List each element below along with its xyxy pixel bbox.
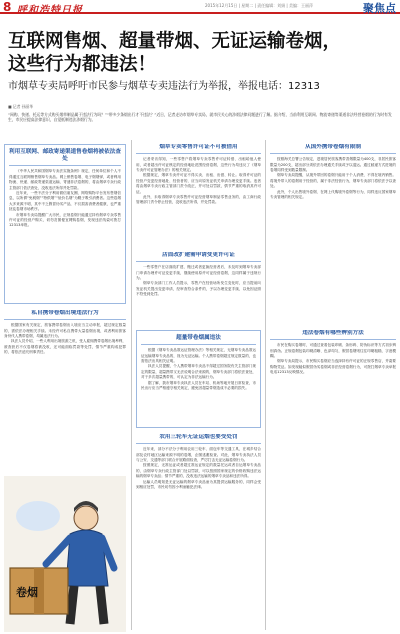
article-paragraph: 近年来，部分不法分子利用农用三轮车、面包车等交通工具，在城乡结合部及农村地区运输来源不明的卷烟，企图逃避检查。对此，烟草专卖执法人员与公安、交通等部门联合开展路面检查，严厉打击无证运输卷烟行为。 [136, 447, 261, 463]
article-paragraph: 按照海关总署公告规定，进境居民旅客携带香烟限量为400支，非居民旅客限量为200支，超出部分须依法办理通关手续或予以退运。通过邮递方式进境的卷烟同样受到数量限制。 [270, 157, 396, 173]
section-name: 聚焦点 [363, 2, 396, 15]
article-border-smuggling [4, 310, 126, 474]
article-paragraph: 烟草专卖局提示，市民购买卷烟应当选择持有许可证的正规零售店，并索要购物凭证。如发现疑似假冒伪劣卷烟或非法经营卷烟行为，可拨打烟草专卖举报电话12313反映情况。 [270, 359, 396, 375]
masthead [0, 0, 400, 14]
article-tricycle-transport [136, 434, 261, 630]
headline-line-2: 这些行为都违法！ [8, 54, 157, 75]
article-paragraph: 一些零售户在店面改扩建、搬迁或者更换经营者后，未及时到烟草专卖部门申请办理许可证变更手续，继续使用原许可证经营卷烟，这同样属于违规行为。 [136, 265, 261, 281]
article-paragraph: 根据规定，烟草专卖许可证不得买卖、出租、出借、转让。取得许可证的经营户变更经营地址、经营者的，应当向原发证机关申请办理变更手续。违者将由烟草专卖行政主管部门责令改正，并可处以罚款，情节严重的取消其许可证。 [136, 173, 261, 194]
article-paragraph: 此外，个人出售境外卷烟、在网上代购境外卷烟等行为，同样违反国家烟草专卖管理的相关规定。 [270, 189, 396, 200]
subheadline: 市烟草专卖局呼吁市民参与烟草专卖违法行为举报，举报电话：12313 [8, 81, 320, 92]
article-paragraph: 运输人员明知是无证运输的烟草专卖品而为其提供运输服务的，同样会受到相应处罚，市民切勿因小利而触犯法律。 [136, 479, 261, 490]
lead-paragraph: “网购、快递、托运等方式购买烟草制品属于违法行为吗？”“带多少条烟出行才不违法？”近日，记者走访市烟草专卖局，就市民关心的涉烟法律问题进行了解。据介绍，当前利用互联网、物流寄递等渠道非法经营卷烟的行为时有发生，市民应提高法律意识，自觉抵制违法涉烟行为。 [8, 112, 392, 123]
illustration [4, 476, 126, 632]
article-title: 从国外携带卷烟有限制 [270, 144, 396, 154]
article-online-sales [4, 144, 126, 304]
article-paragraph: 根据《烟草专卖品准运证管理办法》等相关规定，无烟草专卖品准运证运输烟草专卖品的，视为无证运输。个人携带卷烟超过规定数量的，也需依法出具相关证明。 [141, 348, 256, 364]
article-title: 超量带卷烟属违法 [141, 335, 256, 345]
article-paragraph: 按照规定，无准运证或者超过准运证规定的数量托运或者自运烟草专卖品的，由烟草专卖行政主管部门处以罚款，可以按照国家规定的价格收购违法运输的烟草专卖品；情节严重的，没收违法运输的烟草专卖品和违法所得。 [136, 463, 261, 479]
courier-parcel-illustration [4, 476, 126, 632]
article-title: 违法卷烟有哪些辨别方法 [270, 330, 396, 340]
article-identify-illegal [270, 330, 396, 630]
headline-line-1: 互联网售烟、超量带烟、无证运输卷烟， [8, 31, 342, 52]
box-label: 卷烟 [16, 586, 38, 599]
article-overseas-carry [270, 144, 396, 324]
article-paragraph: 根据国家有关规定，旅客携带卷烟出入境应当主动申报，超过规定数量的，需依法办理相关手续。未经许可私自携带大量卷烟出境，或者利用旅客身份代人携带卷烟，均属违法行为。 [4, 323, 126, 339]
article-paragraph: 记者采访得知，一些零售户将烟草专卖零售许可证转借、出租给他人使用，或者超出许可证核定的经营地址范围经营卷烟，这些行为均违反了《烟草专卖许可证管理办法》的相关规定。 [136, 157, 261, 173]
article-title: 烟草专卖零售许可证不可被借用 [136, 144, 261, 154]
article-paragraph: 《中华人民共和国烟草专卖法实施条例》规定，任何单位和个人不得通过互联网销售烟草专卖品。网上销售卷烟、电子烟烟弹，或者利用物流、快递、邮政寄递渠道运输、寄递非法卷烟的，将由烟草专卖行政主管部门依法查处，没收违法所得并处罚款。 [9, 169, 121, 190]
column-divider [265, 140, 266, 630]
page-number: 8 [3, 0, 12, 14]
article-paragraph: 执法人员提醒，个人携带烟草专卖品不得超过国务院有关主管部门规定的限量，超量携带又无法说明合法来源的，烟草专卖部门将依法查处，对于多次超量携带的，可认定为非法运输行为。 [141, 364, 256, 380]
article-title: 私自携带卷烟出境违法行为 [4, 310, 126, 320]
article-paragraph: 市民在购买卷烟时，可通过查看包装印刷、条形码、防伪标识等方式初步辨别真伪。正规卷烟包装印刷清晰、色泽均匀，假冒卷烟则往往印刷粗糙、字迹模糊。 [270, 343, 396, 359]
article-paragraph: 近年来，一些不法分子利用微信朋友圈、网络购物平台发布售烟信息，以所谓“免税烟”“特供烟”“低价名烟”为幌子吸引消费者。这些卷烟大多来源不明，其中不乏假冒伪劣产品，不仅损害消费者健康，也严重扰乱卷烟市场秩序。 [9, 191, 121, 212]
article-paragraph: 烟草专卖局提醒，从境外带回的卷烟只能用于个人消费，不得在境内销售。将境外带入的卷烟用于经营的，属于非法经营行为，烟草专卖部门将依法予以查处。 [270, 173, 396, 189]
article-paragraph: 据了解，我市烟草专卖执法人员在车站、机场等地开展日常检查，市民出行应当严格遵守相关规定，避免因超量带烟造成不必要的损失。 [141, 380, 256, 391]
article-paragraph: 市烟草专卖局提醒广大市民，正规卷烟只能通过持有烟草专卖零售许可证的经营户购买，切勿贪图便宜网购卷烟，发现违法线索可拨打12313举报。 [9, 212, 121, 228]
article-title: 利用互联网、邮政寄递渠道售卷烟将被依法查处 [9, 149, 121, 166]
article-paragraph: 烟草专卖部门工作人员提示，零售户在经营场所发生变化时，应当提前向发证机关提出变更申请，经审查符合条件的，予以办理变更手续，以免因证照不符受到处罚。 [136, 281, 261, 297]
article-store-renovation [136, 252, 261, 324]
article-paragraph: 执法人员介绍，一些人利用出境旅游之机，受人雇佣携带卷烟出境牟利，被查获后不仅卷烟将被没收，还可能面临罚款等处罚，情节严重构成犯罪的，将依法追究刑事责任。 [4, 339, 126, 355]
article-excess-carry [136, 330, 261, 428]
article-license-lending [136, 144, 261, 248]
headline [8, 30, 394, 76]
article-paragraph: 此外，未取得烟草专卖零售许可证经营烟草制品零售业务的，由工商行政管理部门责令停止经营，没收违法所得，并处罚款。 [136, 195, 261, 205]
article-title: 店面改扩建需申请变更许可证 [136, 252, 261, 262]
article-title: 农用三轮车无证运烟也要受处罚 [136, 434, 261, 444]
byline: ■ 记者 孙丽华 [8, 104, 33, 109]
issue-meta: 2015年12月15日 | 星期二 | 责任编辑：刘娟 | 美编：王丽萍 [205, 3, 314, 8]
column-divider [131, 140, 132, 630]
newspaper-logo: 呼和浩特日报 [17, 5, 83, 16]
